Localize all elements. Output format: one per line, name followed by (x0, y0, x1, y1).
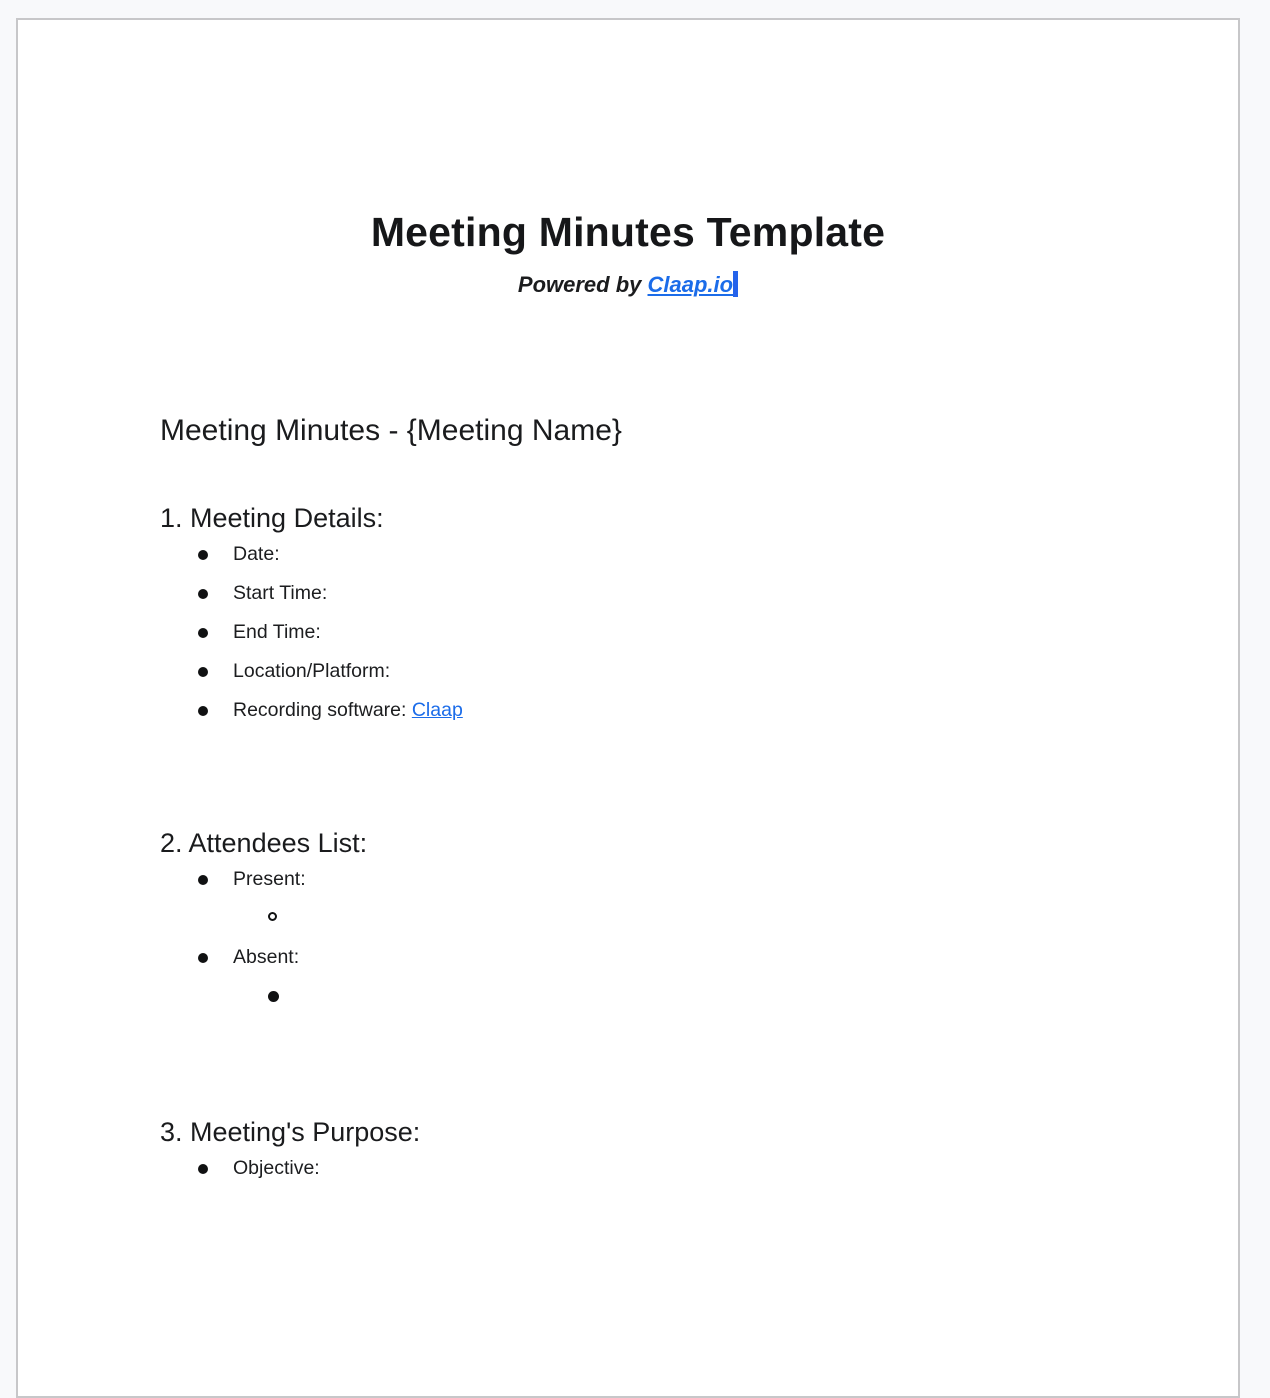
list-item-label: End Time: (233, 621, 321, 643)
bullet-icon (198, 875, 208, 885)
list-item-label: Objective: (233, 1157, 320, 1179)
meeting-name-heading: Meeting Minutes - {Meeting Name} (160, 414, 622, 447)
text-cursor (733, 271, 738, 297)
list-item-recording-software (160, 691, 1238, 730)
bullet-icon (198, 953, 208, 963)
list-item-absent (160, 938, 1238, 977)
list-item-label: Date: (233, 543, 280, 565)
recording-software-text: Recording software: (233, 699, 412, 721)
list-item-label: Absent: (233, 946, 300, 968)
document-content (18, 20, 1238, 1188)
section-heading-meetings-purpose: 3. Meeting's Purpose: (160, 1117, 421, 1147)
powered-by-line (18, 270, 1238, 300)
claap-io-link[interactable]: Claap.io (647, 272, 734, 297)
list-item-present-empty (160, 899, 1238, 938)
list-item-start-time (160, 574, 1238, 613)
bullet-icon (198, 628, 208, 638)
document-title: Meeting Minutes Template (370, 209, 886, 255)
bullet-icon (198, 589, 208, 599)
hollow-bullet-icon (268, 912, 277, 921)
attendees-list (160, 860, 1238, 1016)
list-item-label (233, 699, 463, 722)
list-item-date (160, 535, 1238, 574)
list-item-location-platform (160, 652, 1238, 691)
list-item-present (160, 860, 1238, 899)
list-item-end-time (160, 613, 1238, 652)
list-item-objective (160, 1149, 1238, 1188)
meeting-details-list (160, 535, 1238, 730)
list-item-label: Location/Platform: (233, 660, 391, 682)
bullet-icon (198, 667, 208, 677)
section-heading-meeting-details: 1. Meeting Details: (160, 503, 384, 533)
list-item-absent-empty (160, 977, 1238, 1016)
powered-by-text: Powered by (517, 272, 648, 297)
bullet-icon (198, 550, 208, 560)
bullet-icon (198, 706, 208, 716)
list-item-label: Start Time: (233, 582, 328, 604)
document-page[interactable] (16, 18, 1240, 1398)
claap-link[interactable]: Claap (411, 699, 463, 721)
bullet-icon (268, 991, 279, 1002)
section-heading-attendees-list: 2. Attendees List: (160, 828, 368, 858)
bullet-icon (198, 1164, 208, 1174)
list-item-label: Present: (233, 868, 306, 890)
purpose-list (160, 1149, 1238, 1188)
